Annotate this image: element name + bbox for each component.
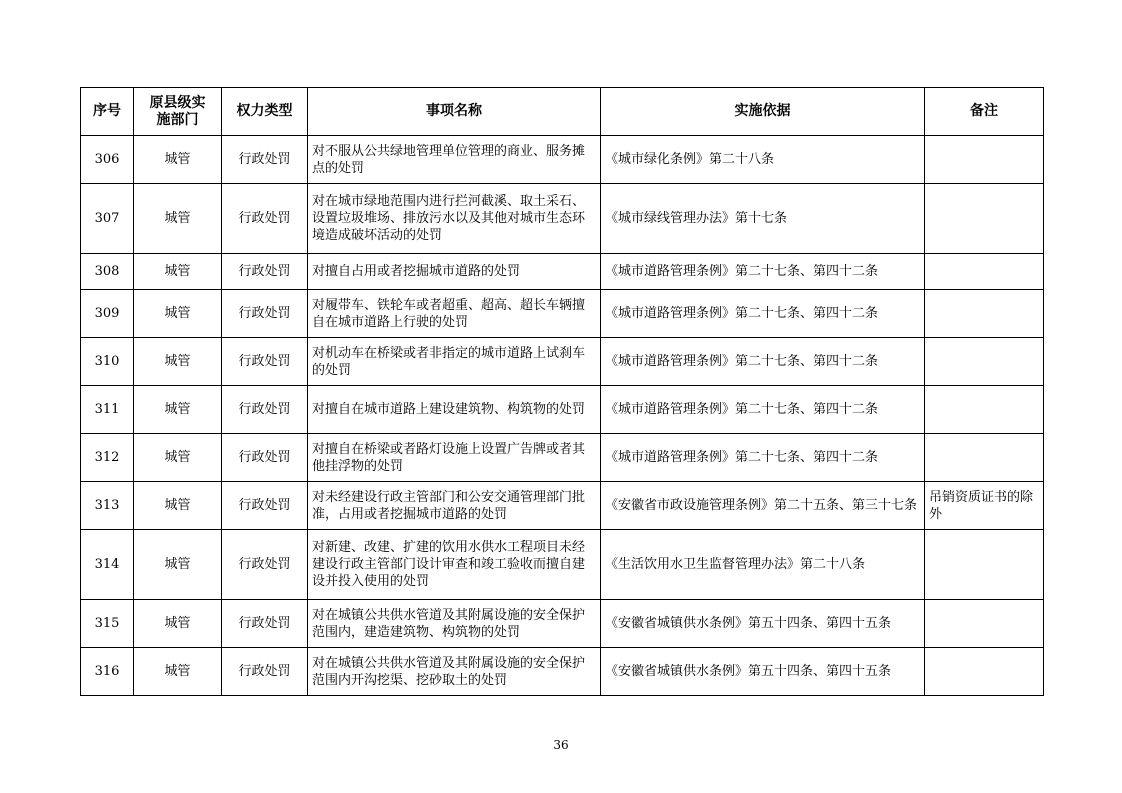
header-basis: 实施依据 (601, 88, 925, 136)
cell-department: 城管 (134, 482, 222, 530)
cell-department: 城管 (134, 648, 222, 696)
cell-item-name: 对新建、改建、扩建的饮用水供水工程项目未经建设行政主管部门设计审查和竣工验收而擅自建设并投入使用的处罚 (308, 530, 601, 600)
cell-power-type: 行政处罚 (222, 290, 308, 338)
cell-serial-number: 306 (81, 136, 134, 184)
power-list-table (80, 87, 1044, 696)
table-row (81, 254, 1044, 290)
cell-basis: 《城市绿化条例》第二十八条 (601, 136, 925, 184)
cell-serial-number: 310 (81, 338, 134, 386)
table-row (81, 290, 1044, 338)
cell-department: 城管 (134, 136, 222, 184)
table-row (81, 386, 1044, 434)
cell-department: 城管 (134, 600, 222, 648)
cell-remarks (925, 184, 1044, 254)
cell-department: 城管 (134, 184, 222, 254)
table-header-row (81, 88, 1044, 136)
cell-remarks (925, 600, 1044, 648)
table-row (81, 648, 1044, 696)
cell-remarks (925, 648, 1044, 696)
cell-basis: 《城市绿线管理办法》第十七条 (601, 184, 925, 254)
cell-item-name: 对未经建设行政主管部门和公安交通管理部门批准，占用或者挖掘城市道路的处罚 (308, 482, 601, 530)
cell-department: 城管 (134, 530, 222, 600)
cell-power-type: 行政处罚 (222, 184, 308, 254)
table-row (81, 136, 1044, 184)
cell-item-name: 对擅自在桥梁或者路灯设施上设置广告牌或者其他挂浮物的处罚 (308, 434, 601, 482)
cell-department: 城管 (134, 290, 222, 338)
header-serial-number: 序号 (81, 88, 134, 136)
header-department (134, 88, 222, 136)
header-department-text: 原县级实施部门 (149, 94, 206, 128)
cell-serial-number: 316 (81, 648, 134, 696)
page-number: 36 (553, 738, 569, 752)
cell-basis: 《城市道路管理条例》第二十七条、第四十二条 (601, 434, 925, 482)
cell-power-type: 行政处罚 (222, 600, 308, 648)
cell-basis: 《生活饮用水卫生监督管理办法》第二十八条 (601, 530, 925, 600)
cell-remarks: 吊销资质证书的除外 (925, 482, 1044, 530)
cell-power-type: 行政处罚 (222, 386, 308, 434)
cell-power-type: 行政处罚 (222, 482, 308, 530)
cell-basis: 《安徽省市政设施管理条例》第二十五条、第三十七条 (601, 482, 925, 530)
cell-serial-number: 315 (81, 600, 134, 648)
cell-serial-number: 309 (81, 290, 134, 338)
cell-basis: 《安徽省城镇供水条例》第五十四条、第四十五条 (601, 648, 925, 696)
table-row (81, 434, 1044, 482)
cell-power-type: 行政处罚 (222, 648, 308, 696)
cell-remarks (925, 136, 1044, 184)
cell-department: 城管 (134, 386, 222, 434)
cell-department: 城管 (134, 338, 222, 386)
cell-power-type: 行政处罚 (222, 434, 308, 482)
cell-serial-number: 314 (81, 530, 134, 600)
cell-serial-number: 308 (81, 254, 134, 290)
cell-department: 城管 (134, 434, 222, 482)
cell-power-type: 行政处罚 (222, 254, 308, 290)
table-row (81, 482, 1044, 530)
cell-remarks (925, 434, 1044, 482)
cell-remarks (925, 530, 1044, 600)
cell-remarks (925, 254, 1044, 290)
cell-remarks (925, 290, 1044, 338)
cell-item-name: 对在城镇公共供水管道及其附属设施的安全保护范围内开沟挖渠、挖砂取土的处罚 (308, 648, 601, 696)
cell-basis: 《城市道路管理条例》第二十七条、第四十二条 (601, 254, 925, 290)
cell-serial-number: 312 (81, 434, 134, 482)
cell-item-name: 对不服从公共绿地管理单位管理的商业、服务摊点的处罚 (308, 136, 601, 184)
cell-remarks (925, 338, 1044, 386)
table-row (81, 530, 1044, 600)
header-power-type: 权力类型 (222, 88, 308, 136)
cell-power-type: 行政处罚 (222, 136, 308, 184)
cell-item-name: 对擅自占用或者挖掘城市道路的处罚 (308, 254, 601, 290)
cell-item-name: 对履带车、铁轮车或者超重、超高、超长车辆擅自在城市道路上行驶的处罚 (308, 290, 601, 338)
header-item-name: 事项名称 (308, 88, 601, 136)
cell-serial-number: 307 (81, 184, 134, 254)
cell-power-type: 行政处罚 (222, 338, 308, 386)
cell-power-type: 行政处罚 (222, 530, 308, 600)
cell-serial-number: 311 (81, 386, 134, 434)
cell-item-name: 对在城镇公共供水管道及其附属设施的安全保护范围内，建造建筑物、构筑物的处罚 (308, 600, 601, 648)
cell-basis: 《城市道路管理条例》第二十七条、第四十二条 (601, 290, 925, 338)
cell-item-name: 对擅自在城市道路上建设建筑物、构筑物的处罚 (308, 386, 601, 434)
cell-basis: 《安徽省城镇供水条例》第五十四条、第四十五条 (601, 600, 925, 648)
cell-item-name: 对在城市绿地范围内进行拦河截溪、取土采石、设置垃圾堆场、排放污水以及其他对城市生态环境造成破坏活动的处罚 (308, 184, 601, 254)
cell-basis: 《城市道路管理条例》第二十七条、第四十二条 (601, 386, 925, 434)
cell-item-name: 对机动车在桥梁或者非指定的城市道路上试刹车的处罚 (308, 338, 601, 386)
cell-remarks (925, 386, 1044, 434)
cell-department: 城管 (134, 254, 222, 290)
header-remarks: 备注 (925, 88, 1044, 136)
cell-basis: 《城市道路管理条例》第二十七条、第四十二条 (601, 338, 925, 386)
cell-serial-number: 313 (81, 482, 134, 530)
table-row (81, 184, 1044, 254)
table-row (81, 600, 1044, 648)
table-row (81, 338, 1044, 386)
